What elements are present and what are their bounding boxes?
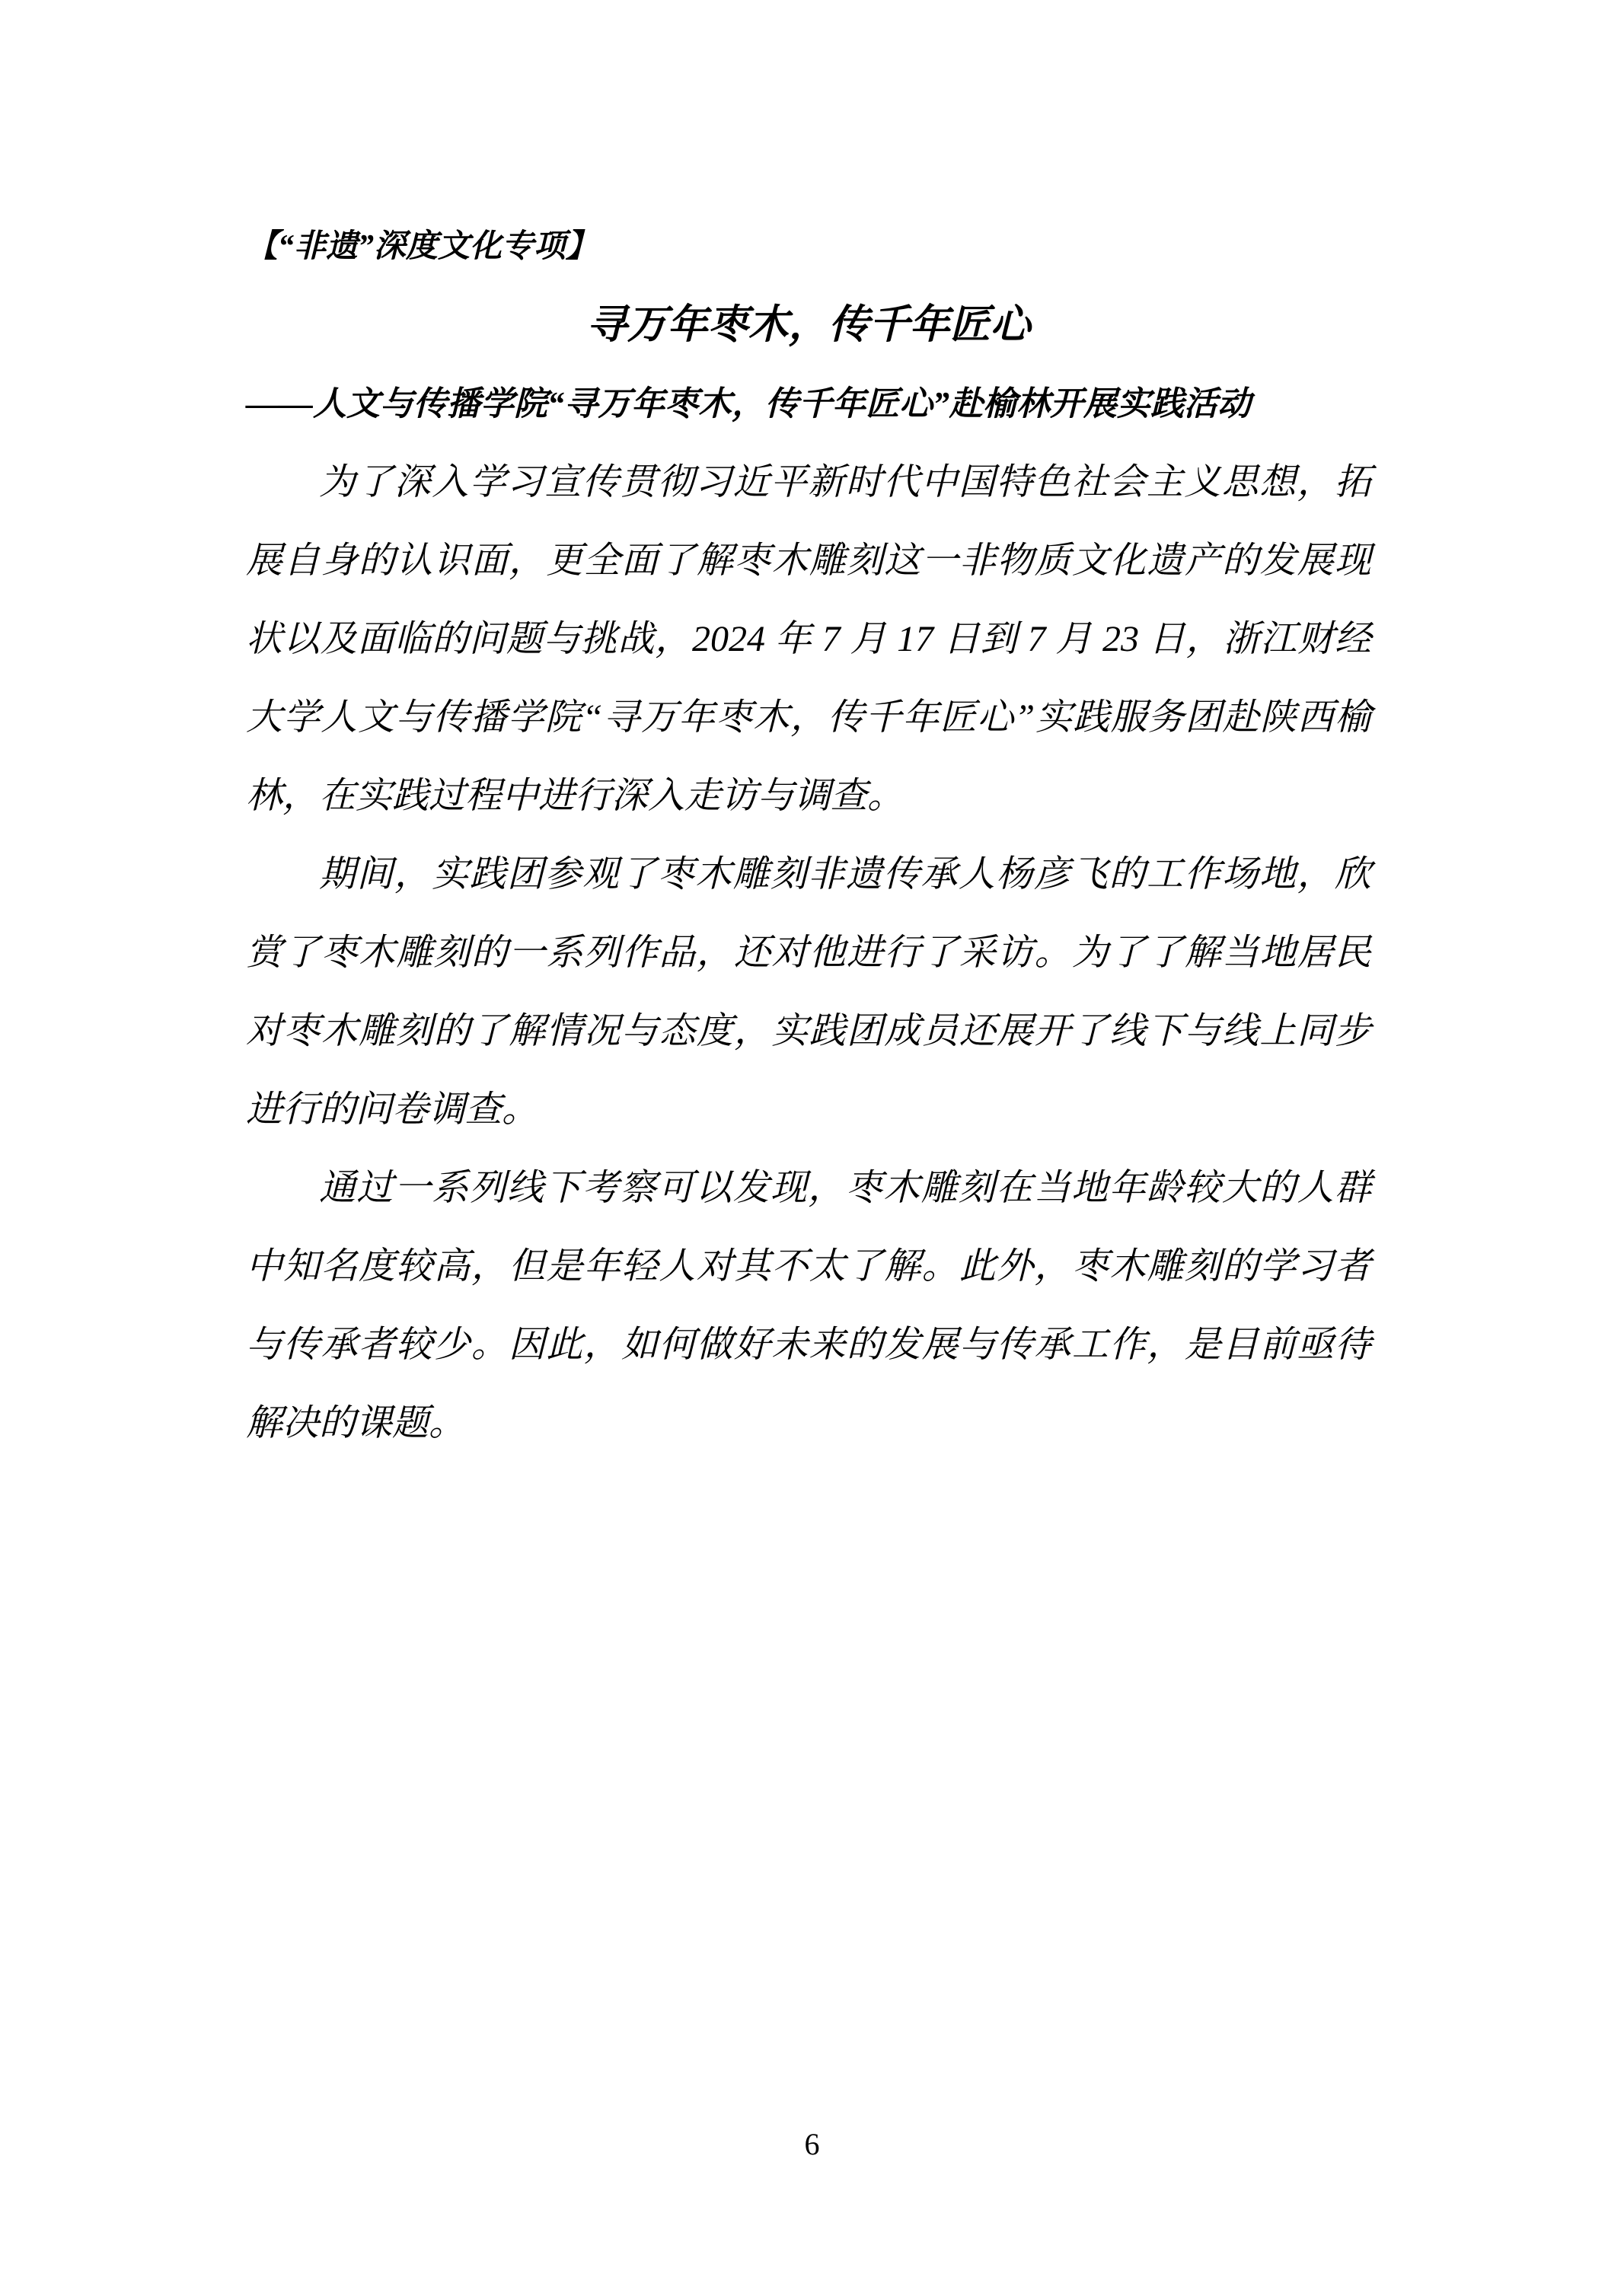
body-paragraph-2: 期间，实践团参观了枣木雕刻非遗传承人杨彦飞的工作场地，欣赏了枣木雕刻的一系列作品，还对他进行了采访。为了了解当地居民对枣木雕刻的了解情况与态度，实践团成员还展开了线下与线上同步进行的问卷调查。	[246, 854, 1371, 1130]
body-paragraph-1: 为了深入学习宣传贯彻习近平新时代中国特色社会主义思想，拓展自身的认识面，更全面了解枣木雕刻这一非物质文化遗产的发展现状以及面临的问题与挑战，2024 年 7 月 17 日到 7 月 23 日，浙江财经大学人文与传播学院“寻万年枣木，传千年匠心”实践服务团赴陕西榆林，在实践过程中进行深入走访与调查。	[246, 462, 1371, 816]
body-paragraph-3: 通过一系列线下考察可以发现，枣木雕刻在当地年龄较大的人群中知名度较高，但是年轻人对其不太了解。此外，枣木雕刻的学习者与传承者较少。因此，如何做好未来的发展与传承工作，是目前亟待解决的课题。	[246, 1168, 1371, 1443]
document-content	[246, 208, 1371, 1462]
document-title: 寻万年枣木，传千年匠心	[586, 303, 1031, 347]
document-subtitle: ——人文与传播学院“寻万年枣木，传千年匠心”赴榆林开展实践活动	[246, 385, 1251, 423]
section-tag: 【“非遗”深度文化专项】	[246, 229, 598, 264]
page-number: 6	[804, 2127, 820, 2161]
